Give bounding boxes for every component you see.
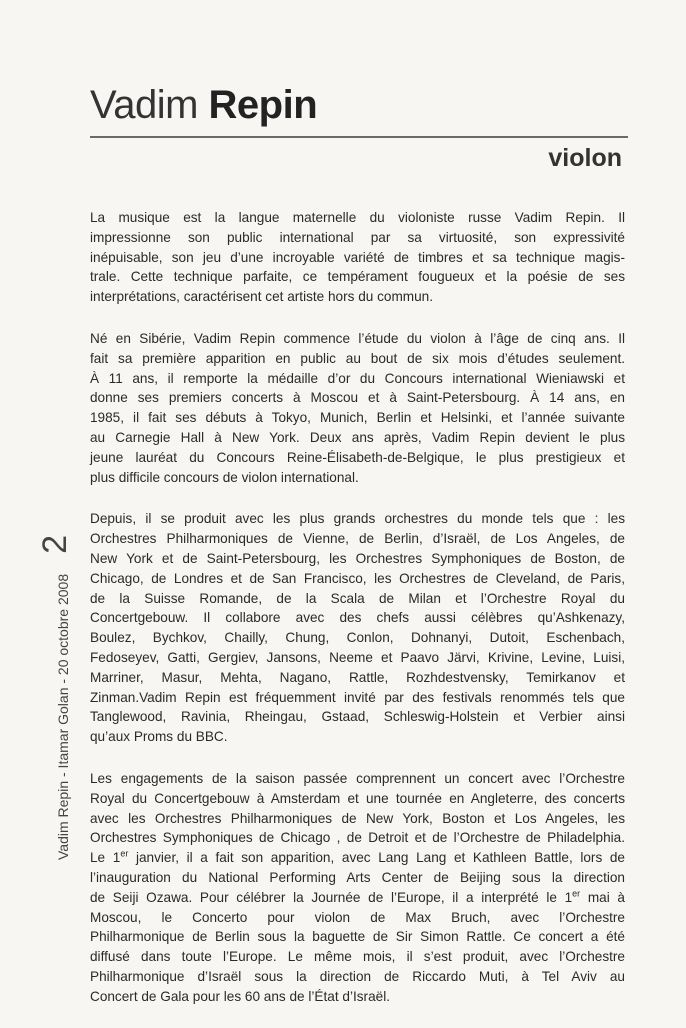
artist-last-name: Repin xyxy=(208,83,318,127)
biography-text xyxy=(90,208,625,1028)
text-line: impressionne son public international par sa virtuosité, son expressivité xyxy=(90,229,625,245)
text-line: Tanglewood, Ravinia, Rheingau, Gstaad, Schleswig-Holstein et Verbier ainsi xyxy=(90,709,625,725)
text-line: Concertgebouw. Il collabore avec des chefs aussi célèbres qu’Ashkenazy, xyxy=(90,610,625,626)
running-footer-text: Vadim Repin - Itamar Golan - 20 octobre 2008 xyxy=(55,573,71,860)
text-line: Boulez, Bychkov, Chailly, Chung, Conlon, Dohnanyi, Dutoit, Eschenbach, xyxy=(90,630,625,646)
text-line: au Carnegie Hall à New York. Deux ans après, Vadim Repin devient le plus xyxy=(90,429,625,445)
text-line: Concert de Gala pour les 60 ans de l’État d’Israël. xyxy=(90,988,390,1004)
text-line: trale. Cette technique parfaite, ce tempérament fougueux et la poésie de ses xyxy=(90,269,625,285)
text-line: interprétations, caractérisent cet artiste hors du commun. xyxy=(90,289,434,305)
text-line: Chicago, de Londres et de San Francisco, les Orchestres de Cleveland, de Paris, xyxy=(90,570,625,586)
text-line: donne ses premiers concerts à Moscou et à Saint-Petersbourg. À 14 ans, en xyxy=(90,390,625,406)
text-line: La musique est la langue maternelle du violoniste russe Vadim Repin. Il xyxy=(90,210,625,225)
text-line: Royal du Concertgebouw à Amsterdam et une tournée en Angleterre, des concerts xyxy=(90,790,625,806)
text-line: Marriner, Masur, Mehta, Nagano, Rattle, Rozhdestvensky, Temirkanov et xyxy=(90,669,625,685)
text-line: jeune lauréat du Concours Reine-Élisabeth-de-Belgique, le plus prestigieux et xyxy=(90,449,625,465)
artist-first-name: Vadim xyxy=(90,83,198,127)
text-line: Philharmonique de Berlin sous la baguette de Sir Simon Rattle. Ce concert a été xyxy=(90,929,625,945)
text-line: Philharmonique d’Israël sous la direction de Riccardo Muti, à Tel Aviv au xyxy=(90,968,625,984)
text-line: de la Suisse Romande, de la Scala de Milan et l’Orchestre Royal du xyxy=(90,590,625,606)
paragraph xyxy=(90,509,625,747)
title-divider xyxy=(90,136,628,138)
paragraph xyxy=(90,329,625,487)
text-line: fait sa première apparition en public au bout de six mois d’études seulement. xyxy=(90,350,625,366)
text-line: l’inauguration du National Performing Arts Center de Beijing sous la direction xyxy=(90,869,625,885)
page-number: 2 xyxy=(36,534,74,554)
text-line: inépuisable, son jeu d’une incroyable variété de timbres et sa technique magis- xyxy=(90,249,625,265)
text-line: plus difficile concours de violon international. xyxy=(90,469,359,485)
text-line: Le 1er janvier, il a fait son apparition, avec Lang Lang et Kathleen Battle, lors de xyxy=(90,848,625,866)
text-line: New York et de Saint-Petersbourg, les Orchestres Symphoniques de Boston, de xyxy=(90,550,625,566)
page-title xyxy=(90,80,317,130)
text-line: Les engagements de la saison passée comprennent un concert avec l’Orchestre xyxy=(90,770,625,786)
text-line: diffusé dans toute l’Europe. Le même mois, il s’est produit, avec l’Orchestre xyxy=(90,949,625,965)
text-line: qu’aux Proms du BBC. xyxy=(90,729,228,745)
text-line: À 11 ans, il remporte la médaille d’or du Concours international Wieniawski et xyxy=(90,370,625,386)
text-line: Orchestres Philharmoniques de Vienne, de Berlin, d’Israël, de Los Angeles, de xyxy=(90,531,625,547)
paragraph xyxy=(90,208,625,307)
running-sidebar xyxy=(38,535,72,860)
text-line: avec les Orchestres Philharmoniques de New York, Boston et Los Angeles, les xyxy=(90,810,625,826)
instrument-label: violon xyxy=(548,144,622,172)
text-line: Moscou, le Concerto pour violon de Max Bruch, avec l’Orchestre xyxy=(90,909,625,925)
text-line: Orchestres Symphoniques de Chicago , de Detroit et de l’Orchestre de Philadelphia. xyxy=(90,830,625,846)
text-line: Depuis, il se produit avec les plus grands orchestres du monde tels que : les xyxy=(90,511,625,527)
text-line: Né en Sibérie, Vadim Repin commence l’étude du violon à l’âge de cinq ans. Il xyxy=(90,330,625,346)
text-line: Zinman.Vadim Repin est fréquemment invité par des festivals renommés tels que xyxy=(90,689,625,705)
text-line: Fedoseyev, Gatti, Gergiev, Jansons, Neeme et Paavo Järvi, Krivine, Levine, Luisi, xyxy=(90,649,625,665)
text-line: de Seiji Ozawa. Pour célébrer la Journée de l’Europe, il a interprété le 1er mai à xyxy=(90,888,625,905)
text-line: 1985, il fait ses débuts à Tokyo, Munich, Berlin et Helsinki, et l’année suivante xyxy=(90,410,625,426)
paragraph xyxy=(90,769,625,1007)
